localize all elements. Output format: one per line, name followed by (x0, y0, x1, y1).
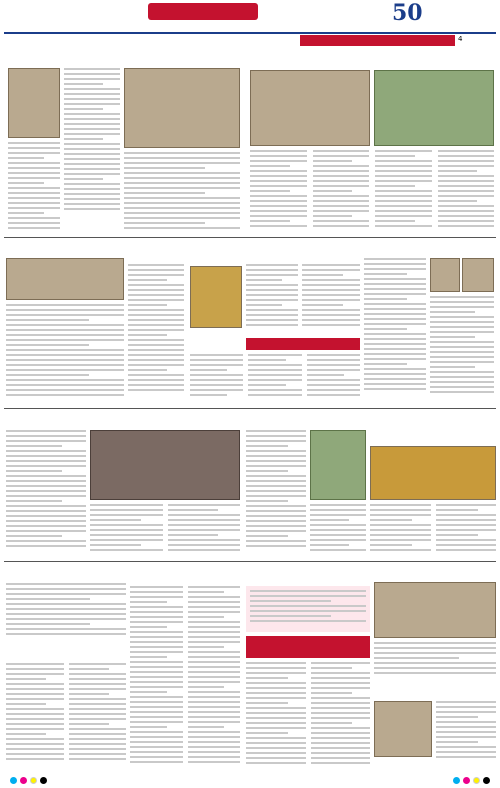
story-14-photo (374, 701, 432, 757)
story-1-body-col-a (8, 142, 60, 234)
story-5-headline (128, 241, 360, 261)
story-10-body (6, 583, 126, 643)
story-7-body-col-b (90, 504, 240, 558)
story-8-photo (310, 430, 366, 500)
divider-2 (4, 408, 496, 409)
registration-dot (10, 777, 17, 784)
story-1-body-col-b (124, 152, 240, 234)
registration-bar (10, 776, 490, 785)
story-3-body (250, 150, 494, 234)
story-6-portrait-2 (462, 258, 494, 292)
strap-banner (300, 35, 455, 46)
story-12-headline (130, 564, 370, 582)
red-banner (246, 636, 370, 658)
story-7-headline (6, 411, 242, 427)
story-13-headline (374, 564, 496, 578)
story-12-body (130, 586, 240, 772)
story-4-photo (6, 258, 124, 300)
story-3-photo-2 (374, 70, 494, 146)
story-9-body (370, 504, 496, 558)
story-11-headline (6, 646, 126, 660)
story-5-body-col-d (190, 334, 360, 404)
story-1-body (64, 68, 120, 218)
story-1-photo (8, 68, 60, 138)
story-5-portrait (190, 266, 242, 328)
story-10-headline (6, 564, 126, 580)
story-13-body (374, 642, 496, 682)
story-8-headline (246, 411, 496, 427)
page-number-value: 4 (458, 35, 463, 43)
registration-dot (463, 777, 470, 784)
registration-dot (30, 777, 37, 784)
registration-dot (20, 777, 27, 784)
story-14-body (436, 701, 496, 771)
story-14-headline (374, 686, 496, 698)
divider-3 (4, 561, 496, 562)
section-title-badge (148, 3, 258, 20)
story-6-body (364, 258, 426, 404)
story-12-body-col-c (246, 662, 370, 772)
header-rule (4, 32, 496, 34)
registration-dot (473, 777, 480, 784)
divider-1 (4, 237, 496, 238)
story-4-headline (6, 241, 126, 255)
story-4-body (6, 304, 124, 404)
story-7-photo (90, 430, 240, 500)
masthead-brand (428, 7, 498, 25)
story-13-photo (374, 582, 496, 638)
story-6-body-col-b (430, 296, 494, 404)
page-header (0, 0, 500, 32)
story-7-body (6, 430, 86, 558)
registration-dot (483, 777, 490, 784)
story-5-body-col-a (128, 264, 184, 404)
dateline (150, 21, 270, 31)
story-1-headline (6, 48, 242, 64)
story-5-body-col-c (302, 264, 360, 334)
story-8-body (246, 430, 306, 558)
page-number (458, 35, 496, 46)
story-6-headline (364, 241, 496, 255)
story-8-body-col-b (310, 504, 366, 558)
registration-dot (40, 777, 47, 784)
story-9-headline (370, 430, 496, 444)
story-3-headline (250, 48, 495, 66)
story-11-body (6, 663, 126, 771)
story-1-photo-2 (124, 68, 240, 148)
anniversary-number: 50 (392, 1, 423, 26)
story-5-body-col-b (246, 264, 298, 334)
story-6-portrait (430, 258, 460, 292)
story-3-photo (250, 70, 370, 146)
registration-dot (453, 777, 460, 784)
story-9-photo (370, 446, 496, 500)
story-12-highlight (246, 586, 370, 632)
